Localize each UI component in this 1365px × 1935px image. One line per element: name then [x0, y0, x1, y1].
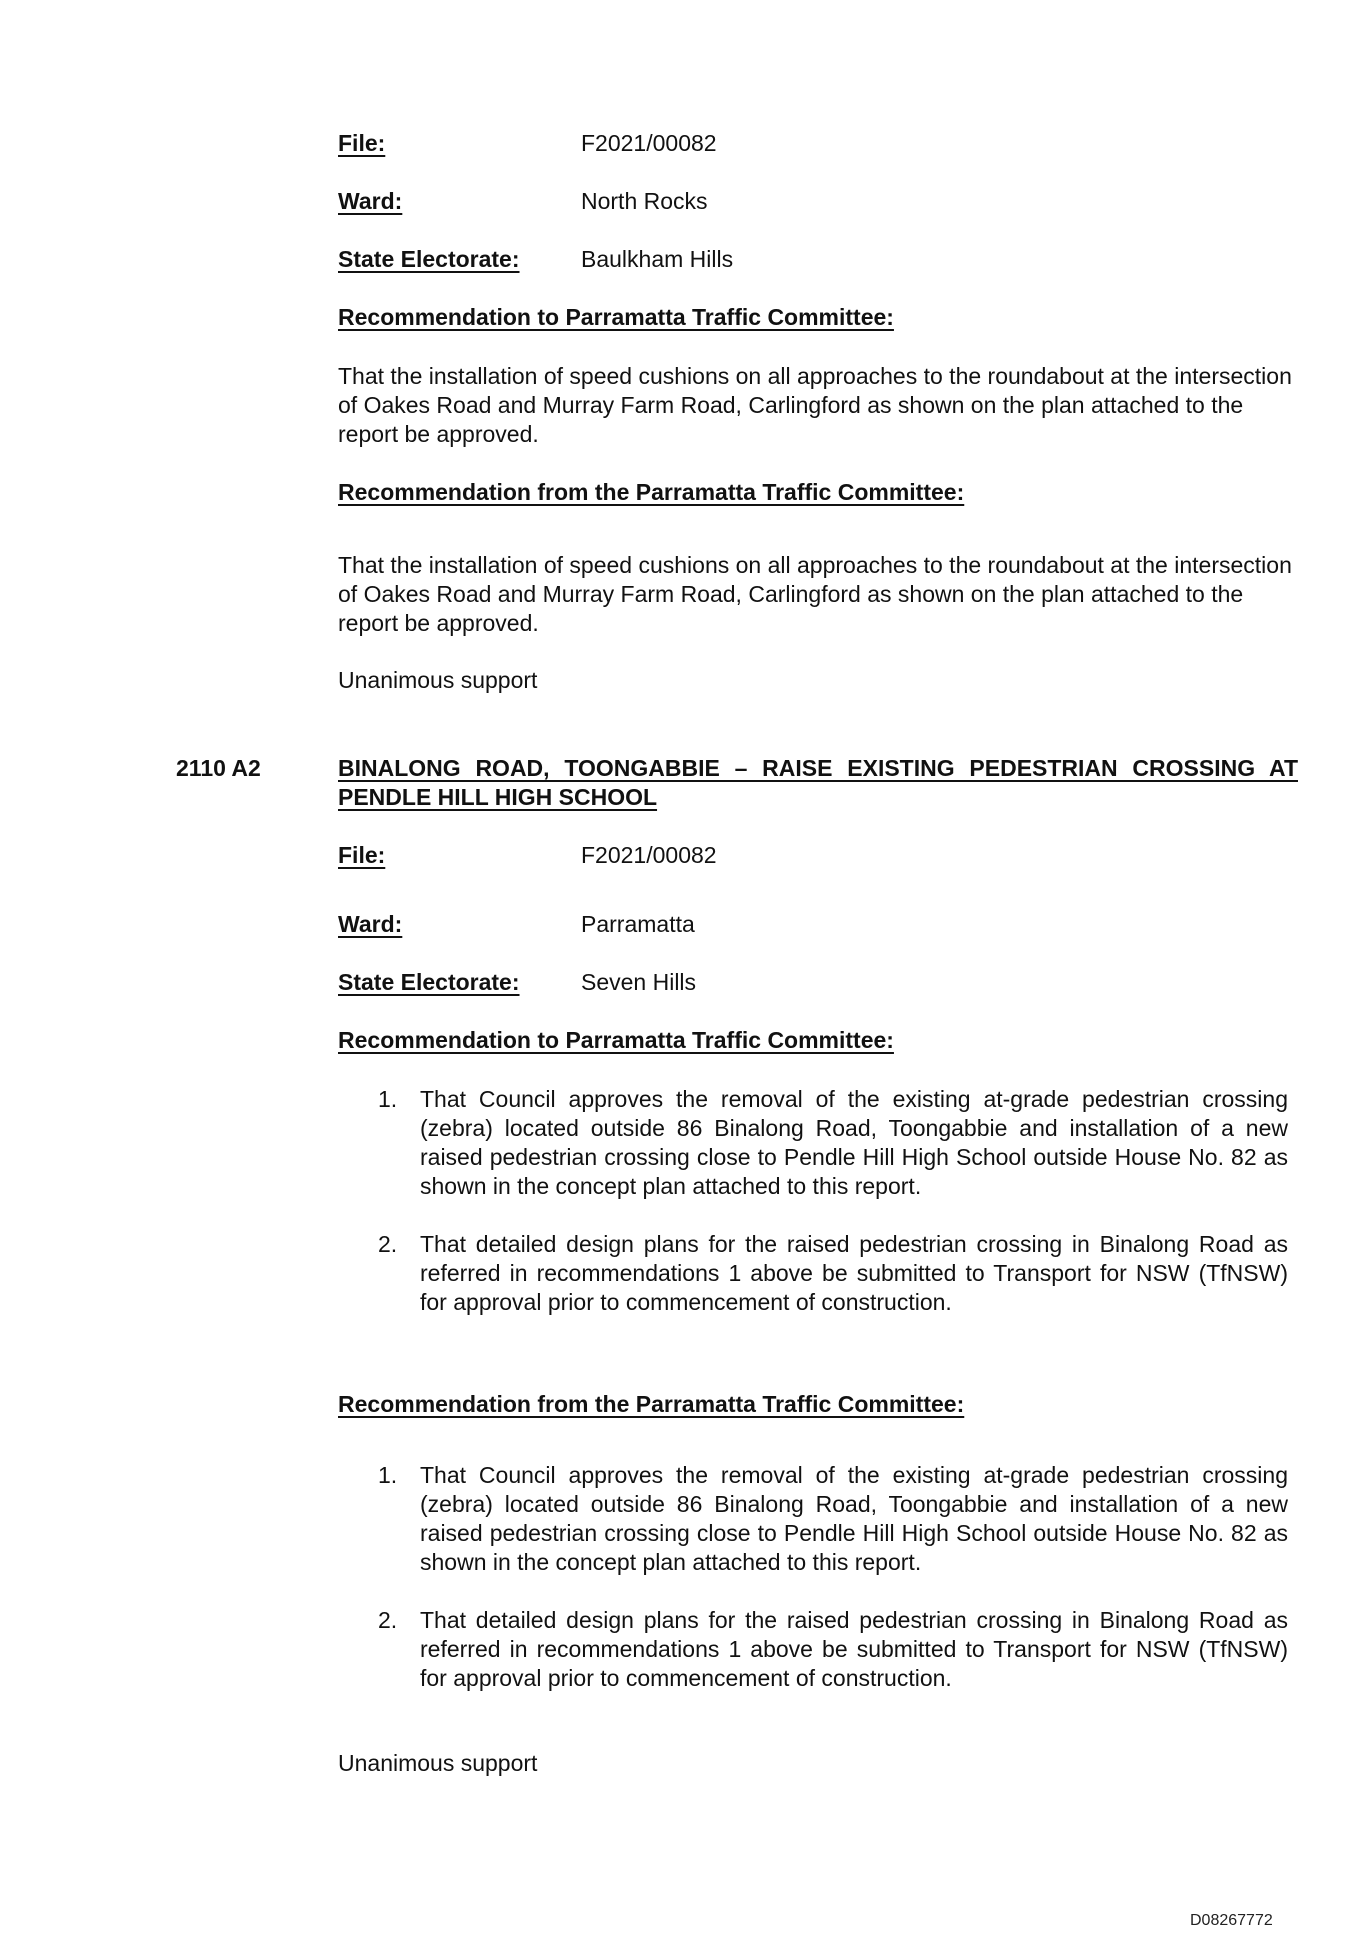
- state-electorate-value: Baulkham Hills: [581, 246, 734, 272]
- recommendation-from-heading: Recommendation from the Parramatta Traffic Committee:: [338, 1391, 965, 1417]
- item-number: 2110 A2: [176, 755, 261, 781]
- list-item: [378, 1085, 1288, 1201]
- list-item-number: 1.: [378, 1462, 398, 1488]
- list-item-number: 2.: [378, 1607, 398, 1633]
- recommendation-from-heading: Recommendation from the Parramatta Traffic Committee:: [338, 479, 965, 505]
- support-text: Unanimous support: [338, 667, 538, 693]
- recommendation-to-heading: Recommendation to Parramatta Traffic Committee:: [338, 1027, 894, 1053]
- ward-field: [338, 187, 1298, 217]
- ward-field: [338, 910, 1298, 940]
- recommendation-to-text: That the installation of speed cushions on all approaches to the roundabout at the intersection of Oakes Road and Murray Farm Road, Carlingford as shown on the plan attached to the report be approved.: [338, 363, 1292, 447]
- document-id: D08267772: [1190, 1912, 1273, 1929]
- list-item-text: That Council approves the removal of the existing at-grade pedestrian crossing (zebra) located outside 86 Binalong Road, Toongabbie and installation of a new raised pedestrian crossing close to Pendle Hill High School outside House No. 82 as shown in the concept plan attached to this report.: [420, 1086, 1288, 1199]
- ward-value: Parramatta: [581, 911, 695, 937]
- list-item: [378, 1230, 1288, 1317]
- recommendation-to-heading: Recommendation to Parramatta Traffic Committee:: [338, 304, 894, 330]
- file-field: [338, 129, 1298, 159]
- ward-label: Ward:: [338, 188, 403, 214]
- state-electorate-value: Seven Hills: [581, 969, 697, 995]
- list-item-text: That detailed design plans for the raised pedestrian crossing in Binalong Road as referred in recommendations 1 above be submitted to Transport for NSW (TfNSW) for approval prior to commencement of construction.: [420, 1607, 1288, 1691]
- list-item: [378, 1606, 1288, 1693]
- state-electorate-field: [338, 968, 1298, 998]
- state-electorate-label: State Electorate:: [338, 246, 520, 272]
- support-text: Unanimous support: [338, 1750, 538, 1776]
- file-value: F2021/00082: [581, 842, 717, 868]
- list-item-text: That detailed design plans for the raised pedestrian crossing in Binalong Road as referred in recommendations 1 above be submitted to Transport for NSW (TfNSW) for approval prior to commencement of construction.: [420, 1231, 1288, 1315]
- file-value: F2021/00082: [581, 130, 717, 156]
- recommendation-from-text: That the installation of speed cushions on all approaches to the roundabout at the intersection of Oakes Road and Murray Farm Road, Carlingford as shown on the plan attached to the report be approved.: [338, 552, 1292, 636]
- list-item-text: That Council approves the removal of the existing at-grade pedestrian crossing (zebra) located outside 86 Binalong Road, Toongabbie and installation of a new raised pedestrian crossing close to Pendle Hill High School outside House No. 82 as shown in the concept plan attached to this report.: [420, 1462, 1288, 1575]
- list-item: [378, 1461, 1288, 1577]
- list-item-number: 2.: [378, 1231, 398, 1257]
- state-electorate-field: [338, 245, 1298, 275]
- ward-value: North Rocks: [581, 188, 708, 214]
- recommendation-from-list: [378, 1461, 1288, 1722]
- ward-label: Ward:: [338, 911, 403, 937]
- recommendation-to-list: [378, 1085, 1288, 1346]
- item-title: BINALONG ROAD, TOONGABBIE – RAISE EXISTING PEDESTRIAN CROSSING AT PENDLE HILL HIGH SCHOOL: [338, 755, 1298, 810]
- file-field: [338, 841, 1298, 871]
- list-item-number: 1.: [378, 1086, 398, 1112]
- file-label: File:: [338, 130, 386, 156]
- state-electorate-label: State Electorate:: [338, 969, 520, 995]
- file-label: File:: [338, 842, 386, 868]
